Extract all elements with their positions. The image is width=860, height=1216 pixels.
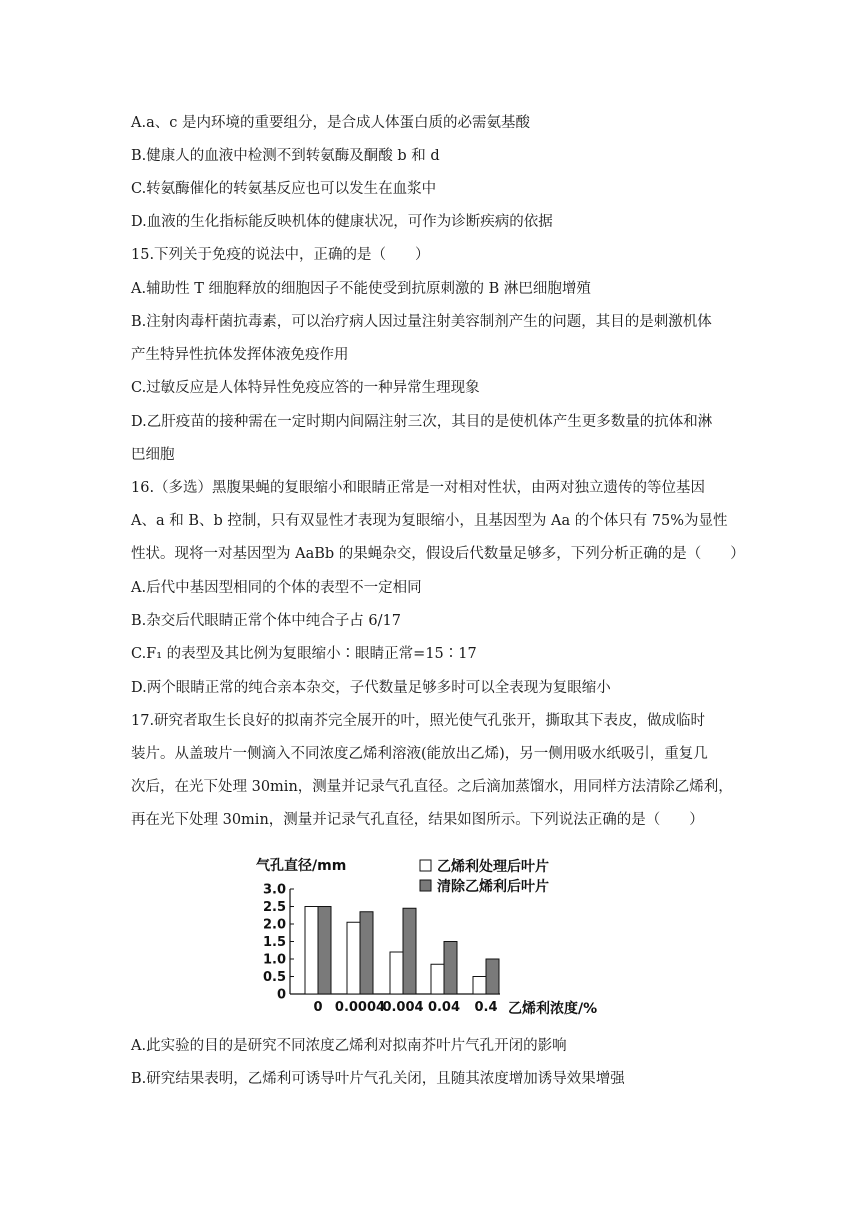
text-line: 装片。从盖玻片一侧滴入不同浓度乙烯利溶液(能放出乙烯)，另一侧用吸水纸吸引，重复几 (131, 746, 708, 762)
bar (444, 942, 457, 995)
legend-swatch (420, 880, 431, 891)
y-axis-label: 气孔直径/mm (256, 858, 347, 874)
x-tick-label: 0.0004 (334, 1000, 386, 1015)
text-line: C.F₁ 的表型及其比例为复眼缩小∶眼睛正常=15∶17 (131, 646, 477, 662)
legend-swatch (420, 860, 431, 871)
text-line: A.a、c 是内环境的重要组分，是合成人体蛋白质的必需氨基酸 (131, 115, 530, 131)
x-tick-label: 0 (313, 1000, 323, 1015)
bar (347, 922, 360, 994)
bar (390, 952, 403, 994)
bar (318, 907, 331, 995)
legend-entry: 乙烯利处理后叶片 (437, 859, 549, 875)
bar (486, 959, 499, 994)
y-tick-label: 0 (276, 987, 286, 1003)
legend-entry: 清除乙烯利后叶片 (437, 879, 549, 895)
text-line: 产生特异性抗体发挥体液免疫作用 (131, 347, 349, 363)
text-line: C.转氨酶催化的转氨基反应也可以发生在血浆中 (131, 181, 437, 197)
text-line: A.后代中基因型相同的个体的表型不一定相同 (131, 580, 422, 596)
text-line: B.杂交后代眼睛正常个体中纯合子占 6/17 (131, 613, 401, 629)
y-tick-label: 3.0 (262, 882, 286, 898)
x-tick-label: 0.4 (474, 1000, 498, 1015)
text-line: D.血液的生化指标能反映机体的健康状况，可作为诊断疾病的依据 (131, 214, 553, 230)
option-line: A.此实验的目的是研究不同浓度乙烯利对拟南芥叶片气孔开闭的影响 (131, 1038, 567, 1054)
text-line: B.健康人的血液中检测不到转氨酶及酮酸 b 和 d (131, 148, 440, 164)
bar (360, 912, 373, 994)
text-line: D.两个眼睛正常的纯合亲本杂交，子代数量足够多时可以全表现为复眼缩小 (131, 680, 611, 696)
text-line: 次后，在光下处理 30min，测量并记录气孔直径。之后滴加蒸馏水，用同样方法清除乙烯利， (131, 779, 733, 795)
chart-bars (305, 907, 499, 995)
x-axis-label: 乙烯利浓度/% (508, 1001, 598, 1017)
text-line: C.过敏反应是人体特异性免疫应答的一种异常生理现象 (131, 380, 480, 396)
bar (305, 907, 318, 995)
text-line: 16.（多选）黑腹果蝇的复眼缩小和眼睛正常是一对相对性状，由两对独立遗传的等位基因 (131, 480, 706, 496)
y-tick-label: 1.0 (262, 952, 286, 968)
text-line: B.注射肉毒杆菌抗毒素，可以治疗病人因过量注射美容制剂产生的问题，其目的是刺激机体 (131, 314, 712, 330)
x-tick-label: 0.04 (427, 1000, 461, 1015)
text-line: A.辅助性 T 细胞释放的细胞因子不能使受到抗原刺激的 B 淋巴细胞增殖 (131, 281, 591, 297)
bar (431, 964, 444, 994)
text-line: 再在光下处理 30min，测量并记录气孔直径，结果如图所示。下列说法正确的是（ ） (131, 812, 704, 828)
text-line: 巴细胞 (131, 447, 175, 463)
text-line: D.乙肝疫苗的接种需在一定时期内间隔注射三次，其目的是使机体产生更多数量的抗体和淋 (131, 414, 713, 430)
text-line: A、a 和 B、b 控制，只有双显性才表现为复眼缩小，且基因型为 Aa 的个体只有 75%为显性 (131, 513, 728, 529)
text-line: 性状。现将一对基因型为 AaBb 的果蝇杂交，假设后代数量足够多，下列分析正确的是（ ） (131, 546, 745, 562)
option-line: B.研究结果表明，乙烯利可诱导叶片气孔关闭，且随其浓度增加诱导效果增强 (131, 1071, 625, 1087)
y-tick-label: 2.0 (262, 917, 286, 933)
y-tick-label: 0.5 (262, 970, 286, 985)
bar (403, 908, 416, 994)
y-tick-label: 2.5 (262, 900, 286, 915)
text-line: 17.研究者取生长良好的拟南芥完全展开的叶，照光使气孔张开，撕取其下表皮，做成临时 (131, 713, 706, 729)
y-tick-label: 1.5 (262, 935, 286, 950)
text-line: 15.下列关于免疫的说法中，正确的是（ ） (131, 247, 430, 263)
x-tick-label: 0.004 (382, 1000, 424, 1015)
stomata-diameter-bar-chart (250, 852, 630, 1024)
bar (473, 977, 486, 995)
